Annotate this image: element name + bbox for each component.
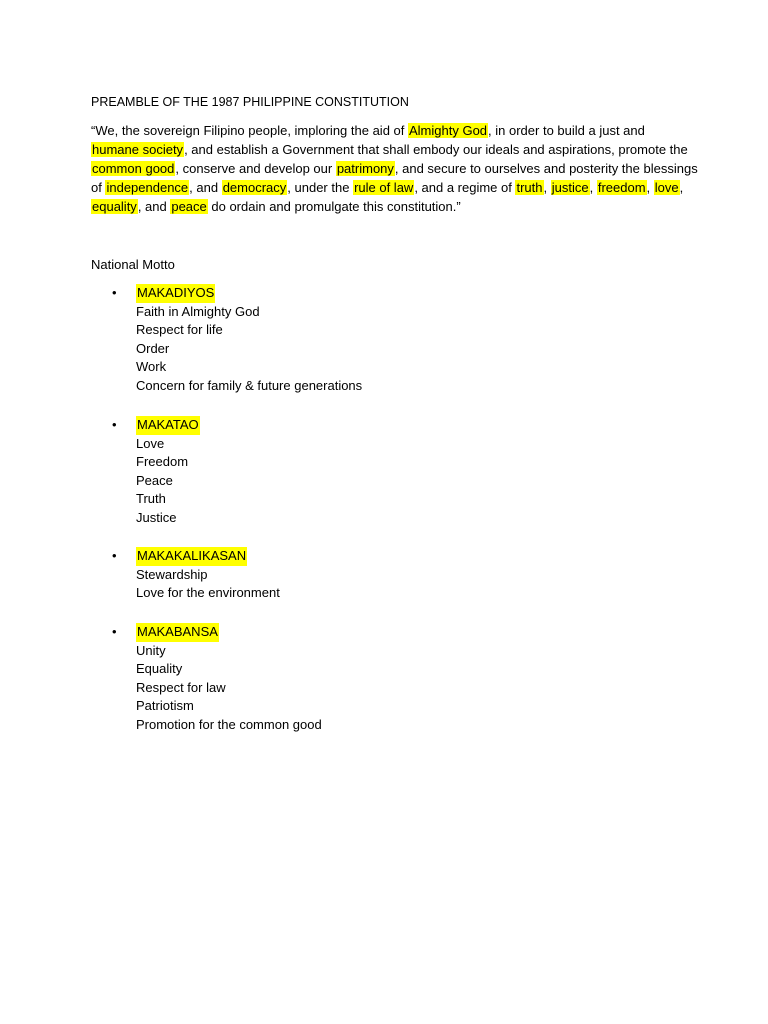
highlight-peace: peace <box>171 199 207 214</box>
list-item: Peace <box>136 472 173 488</box>
highlight-freedom: freedom <box>597 180 646 195</box>
list-item: Order <box>136 340 170 356</box>
motto-group-body <box>136 416 200 528</box>
list-item: Truth <box>136 491 166 507</box>
highlight-almighty-god: Almighty God <box>409 123 488 138</box>
list-item: Promotion for the common good <box>136 716 322 732</box>
preamble-line <box>91 159 698 178</box>
highlight-patrimony: patrimony <box>336 161 394 176</box>
highlight-democracy: democracy <box>222 180 287 195</box>
preamble-line <box>91 121 681 140</box>
list-item: Freedom <box>136 454 189 470</box>
highlight-truth: truth <box>516 180 543 195</box>
preamble-text: , and secure to ourselves and posterity the blessings <box>394 161 698 176</box>
list-item: Work <box>136 359 167 375</box>
preamble-line <box>91 197 681 216</box>
bullet-icon: • <box>112 285 117 300</box>
preamble-text: , <box>543 180 551 195</box>
preamble-line <box>91 140 688 159</box>
highlight-rule-of-law: rule of law <box>354 180 414 195</box>
preamble-text: do ordain and promulgate this constitution.” <box>207 199 461 214</box>
preamble-text: , and a regime of <box>414 180 516 195</box>
preamble-text: “We, the sovereign Filipino people, imploring the aid of <box>91 123 408 138</box>
preamble-text: , under the <box>287 180 354 195</box>
document-title: PREAMBLE OF THE 1987 PHILIPPINE CONSTITUTION <box>91 95 409 109</box>
highlight-common-good: common good <box>92 161 175 176</box>
list-item: Stewardship <box>136 566 208 582</box>
list-item: Equality <box>136 661 183 677</box>
preamble-text: , <box>679 180 684 195</box>
preamble-text: , and <box>189 180 222 195</box>
highlight-justice: justice <box>551 180 589 195</box>
list-item: Unity <box>136 642 166 658</box>
highlight-equality: equality <box>92 199 137 214</box>
motto-group-title: MAKATAO <box>136 416 200 435</box>
list-item: Faith in Almighty God <box>136 303 260 319</box>
motto-group-title: MAKADIYOS <box>136 284 215 303</box>
preamble-text: , conserve and develop our <box>175 161 336 176</box>
highlight-love: love <box>654 180 679 195</box>
preamble-text: of <box>91 180 106 195</box>
preamble-text: , <box>589 180 597 195</box>
list-item: Love <box>136 435 165 451</box>
preamble-paragraph <box>91 121 698 216</box>
preamble-text: , and <box>137 199 171 214</box>
preamble-line <box>91 178 684 197</box>
list-item: Patriotism <box>136 698 194 714</box>
list-item: Respect for life <box>136 322 223 338</box>
highlight-independence: independence <box>106 180 189 195</box>
motto-group-title: MAKABANSA <box>136 623 219 642</box>
bullet-icon: • <box>112 417 117 432</box>
preamble-text: , in order to build a just and <box>488 123 645 138</box>
bullet-icon: • <box>112 624 117 639</box>
motto-group-body <box>136 623 322 735</box>
national-motto-heading: National Motto <box>91 257 175 272</box>
list-item: Justice <box>136 509 177 525</box>
list-item: Respect for law <box>136 679 226 695</box>
list-item: Concern for family & future generations <box>136 377 363 393</box>
motto-group-body <box>136 547 280 603</box>
highlight-humane-society: humane society <box>92 142 184 157</box>
bullet-icon: • <box>112 548 117 563</box>
list-item: Love for the environment <box>136 585 280 601</box>
motto-group-body <box>136 284 362 396</box>
preamble-text: , and establish a Government that shall embody our ideals and aspirations, promote the <box>184 142 688 157</box>
preamble-text: , <box>646 180 654 195</box>
motto-group-title: MAKAKALIKASAN <box>136 547 247 566</box>
